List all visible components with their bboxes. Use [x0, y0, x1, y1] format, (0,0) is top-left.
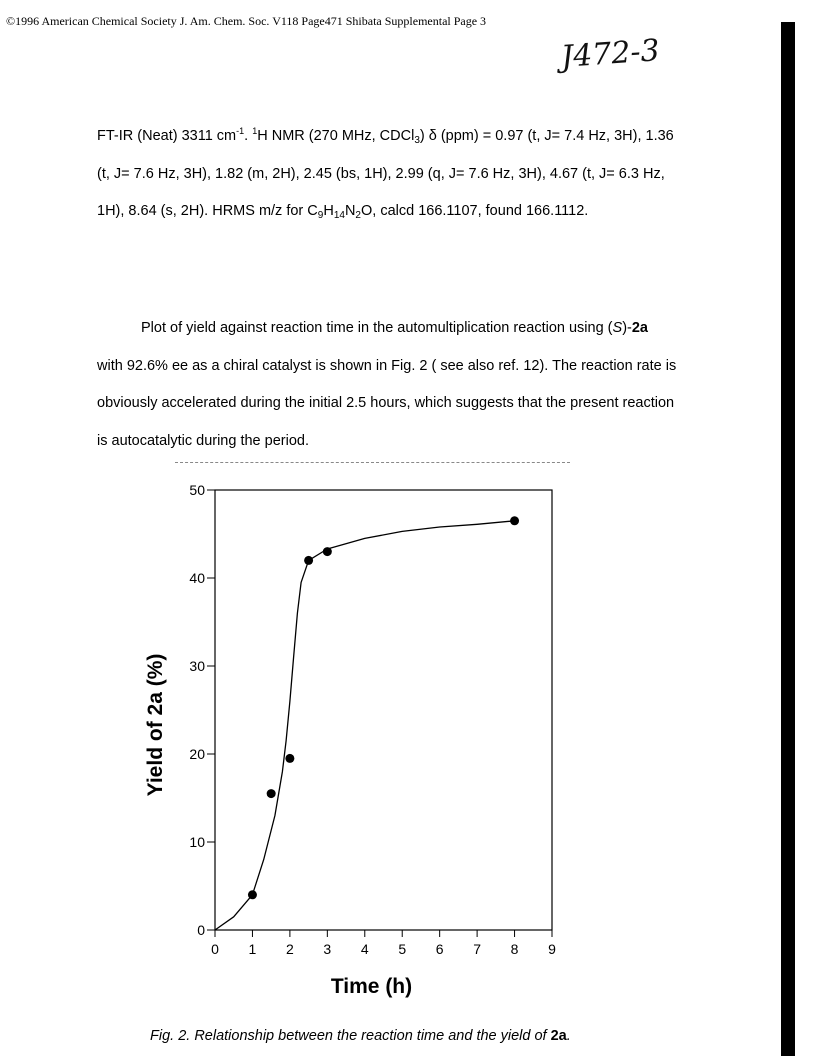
- y-tick-label: 30: [189, 658, 205, 674]
- spectral-data-paragraph: FT-IR (Neat) 3311 $cm^{-1}$. $^1$H NMR (270 MHz, CDCl$_3$) δ (ppm) = 0.97 (t, J= 7.4 Hz, 3H), 1.36 (t, J= 7.6 Hz, 3H), 1.82 (m, 2H), 2.45 (bs, 1H), 2.99 (q, J= 7.6 Hz, 3H), 4.67 (t, J= 6.3 Hz, 1H), 8.64 (s, 2H). HRMS m/z for $C_9H_{14}N_2O$, calcd 166.1107, found 166.1112.: [97, 126, 674, 221]
- x-tick-label: 0: [211, 941, 219, 957]
- x-tick-label: 3: [323, 941, 332, 957]
- x-tick-label: 9: [548, 941, 556, 957]
- data-point: [267, 789, 276, 798]
- x-tick-label: 7: [473, 941, 482, 957]
- description-paragraph: Plot of yield against reaction time in the automultiplication reaction using (S)-2a with 92.6% ee as a chiral catalyst is shown in Fig. 2 ( see also ref. 12). The reaction rate is obviously accelerated during the initial 2.5 hours, which suggests that the present reaction is autocatalytic during the period.: [97, 320, 677, 449]
- y-tick-label: 40: [189, 570, 205, 586]
- y-tick-label: 0: [197, 922, 205, 938]
- data-point: [510, 516, 519, 525]
- x-tick-label: 6: [435, 941, 444, 957]
- x-tick-label: 4: [360, 941, 369, 957]
- handwritten-note: J472-3: [560, 33, 661, 75]
- figure-caption: Fig. 2. Relationship between the reaction time and the yield of 2a.: [150, 1028, 571, 1044]
- y-tick-label: 10: [189, 834, 205, 850]
- underline-mark: [175, 462, 570, 463]
- y-axis-label: Yield of 2a (%): [144, 653, 167, 797]
- plot-frame: [215, 490, 552, 930]
- x-axis-label: Time (h): [330, 975, 413, 998]
- yield-vs-time-chart: [0, 470, 780, 1015]
- fitted-curve: [215, 521, 515, 930]
- data-point: [248, 890, 257, 899]
- x-tick-label: 8: [510, 941, 519, 957]
- data-point: [285, 754, 294, 763]
- x-tick-label: 2: [285, 941, 294, 957]
- y-tick-label: 50: [189, 482, 205, 498]
- data-point: [323, 547, 332, 556]
- x-tick-label: 5: [398, 941, 407, 957]
- y-tick-label: 20: [189, 746, 205, 762]
- page-header: ©1996 American Chemical Society J. Am. Chem. Soc. V118 Page471 Shibata Supplemental Page 3: [6, 14, 487, 28]
- scan-margin-bar: [781, 22, 795, 1056]
- x-tick-label: 1: [248, 941, 257, 957]
- data-point: [304, 556, 313, 565]
